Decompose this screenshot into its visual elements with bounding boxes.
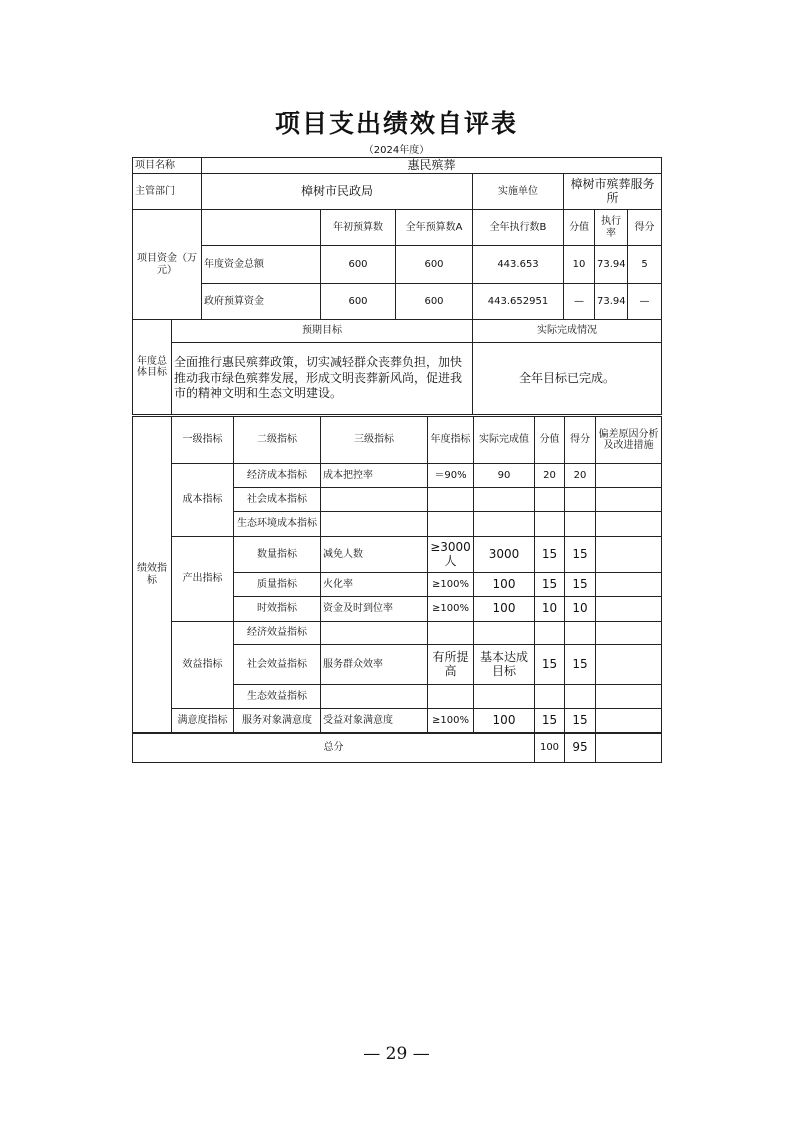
gov-rate: 73.94 [595,284,628,320]
cost-r1-score-value: 20 [535,464,565,488]
total-table [132,733,662,763]
benefit-r2-l2: 社会效益指标 [234,645,321,685]
page-title: 项目支出绩效自评表 [274,109,518,138]
output-r3-target: ≥100% [428,597,474,622]
expected-goal-text: 全面推行惠民殡葬政策，切实减轻群众丧葬负担，加快推动我市绿色殡葬发展，形成文明丧葬新风尚，促进我市的精神文明和生态文明建设。 [172,343,473,415]
table-row [133,537,662,573]
header-l3: 三级指标 [321,417,428,464]
output-l1: 产出指标 [172,537,234,622]
output-r1-l2: 数量指标 [234,537,321,573]
header-score: 得分 [628,210,662,246]
header-initial-budget: 年初预算数 [321,210,396,246]
gov-initial: 600 [321,284,396,320]
header-target: 年度指标 [428,417,474,464]
funds-label: 项目资金（万元） [133,210,202,320]
output-r1-score-value: 15 [535,537,565,573]
output-r2-l2: 质量指标 [234,573,321,597]
page-number: — 29 — [363,1044,430,1064]
total-label: 总分 [133,734,535,763]
satisfaction-target: ≥100% [428,709,474,733]
header-l2: 二级指标 [234,417,321,464]
header-annual-budget: 全年预算数A [396,210,473,246]
benefit-l1: 效益指标 [172,622,234,709]
satisfaction-score-value: 15 [535,709,565,733]
gov-annual: 600 [396,284,473,320]
funds-header-blank [202,210,321,246]
output-r1-actual: 3000 [474,537,535,573]
actual-completion-label: 实际完成情况 [473,320,662,343]
table-row [133,464,662,488]
cost-r1-reason [596,464,662,488]
total-rate: 73.94 [595,246,628,284]
header-reason: 偏差原因分析及改进措施 [596,417,662,464]
output-r2-score-value: 15 [535,573,565,597]
expected-goal-label: 预期目标 [172,320,473,343]
gov-funds-label: 政府预算资金 [202,284,321,320]
dept-value: 樟树市民政局 [202,174,473,210]
total-funds-label: 年度资金总额 [202,246,321,284]
dept-label: 主管部门 [133,174,202,210]
header-perf-score: 得分 [565,417,596,464]
header-score-value: 分值 [564,210,595,246]
cost-r2-l2: 社会成本指标 [234,488,321,512]
table-row [133,622,662,645]
output-r2-target: ≥100% [428,573,474,597]
cost-r1-score: 20 [565,464,596,488]
benefit-r2-score-value: 15 [535,645,565,685]
goal-label: 年度总体目标 [133,320,172,415]
output-r3-l3: 资金及时到位率 [321,597,428,622]
output-r1-score: 15 [565,537,596,573]
total-initial: 600 [321,246,396,284]
cost-r1-l3: 成本把控率 [321,464,428,488]
performance-table [132,416,662,733]
benefit-r1-l2: 经济效益指标 [234,622,321,645]
satisfaction-actual: 100 [474,709,535,733]
header-perf-score-value: 分值 [535,417,565,464]
satisfaction-score: 15 [565,709,596,733]
table-row [133,709,662,733]
gov-score: — [628,284,662,320]
project-name: 惠民殡葬 [202,158,662,174]
fund-table [132,157,662,415]
unit-value: 樟树市殡葬服务所 [564,174,662,210]
report-year: （2024年度） [363,145,430,156]
output-r2-l3: 火化率 [321,573,428,597]
benefit-r3-l2: 生态效益指标 [234,685,321,709]
project-name-label: 项目名称 [133,158,202,174]
unit-label: 实施单位 [473,174,564,210]
total-annual: 600 [396,246,473,284]
perf-label: 绩效指标 [133,417,172,733]
cost-r3-l2: 生态环境成本指标 [234,512,321,537]
cost-l1: 成本指标 [172,464,234,537]
cost-r1-actual: 90 [474,464,535,488]
output-r2-score: 15 [565,573,596,597]
cost-r1-l2: 经济成本指标 [234,464,321,488]
header-exec-rate: 执行率 [595,210,628,246]
header-actual: 实际完成值 [474,417,535,464]
total-score: 5 [628,246,662,284]
total-perf-score: 95 [565,734,596,763]
benefit-r2-score: 15 [565,645,596,685]
header-l1: 一级指标 [172,417,234,464]
cost-r1-target: ＝90% [428,464,474,488]
output-r3-actual: 100 [474,597,535,622]
gov-score-value: — [564,284,595,320]
benefit-r2-l3: 服务群众效率 [321,645,428,685]
output-r3-score-value: 10 [535,597,565,622]
total-perf-score-value: 100 [535,734,565,763]
total-executed: 443.653 [473,246,564,284]
output-r1-l3: 减免人数 [321,537,428,573]
total-score-value: 10 [564,246,595,284]
gov-executed: 443.652951 [473,284,564,320]
output-r3-score: 10 [565,597,596,622]
output-r2-actual: 100 [474,573,535,597]
satisfaction-l3: 受益对象满意度 [321,709,428,733]
satisfaction-l2: 服务对象满意度 [234,709,321,733]
benefit-r2-target: 有所提高 [428,645,474,685]
actual-completion-text: 全年目标已完成。 [473,343,662,415]
output-r1-target: ≥3000人 [428,537,474,573]
benefit-r2-actual: 基本达成目标 [474,645,535,685]
satisfaction-l1: 满意度指标 [172,709,234,733]
output-r3-l2: 时效指标 [234,597,321,622]
header-executed: 全年执行数B [473,210,564,246]
